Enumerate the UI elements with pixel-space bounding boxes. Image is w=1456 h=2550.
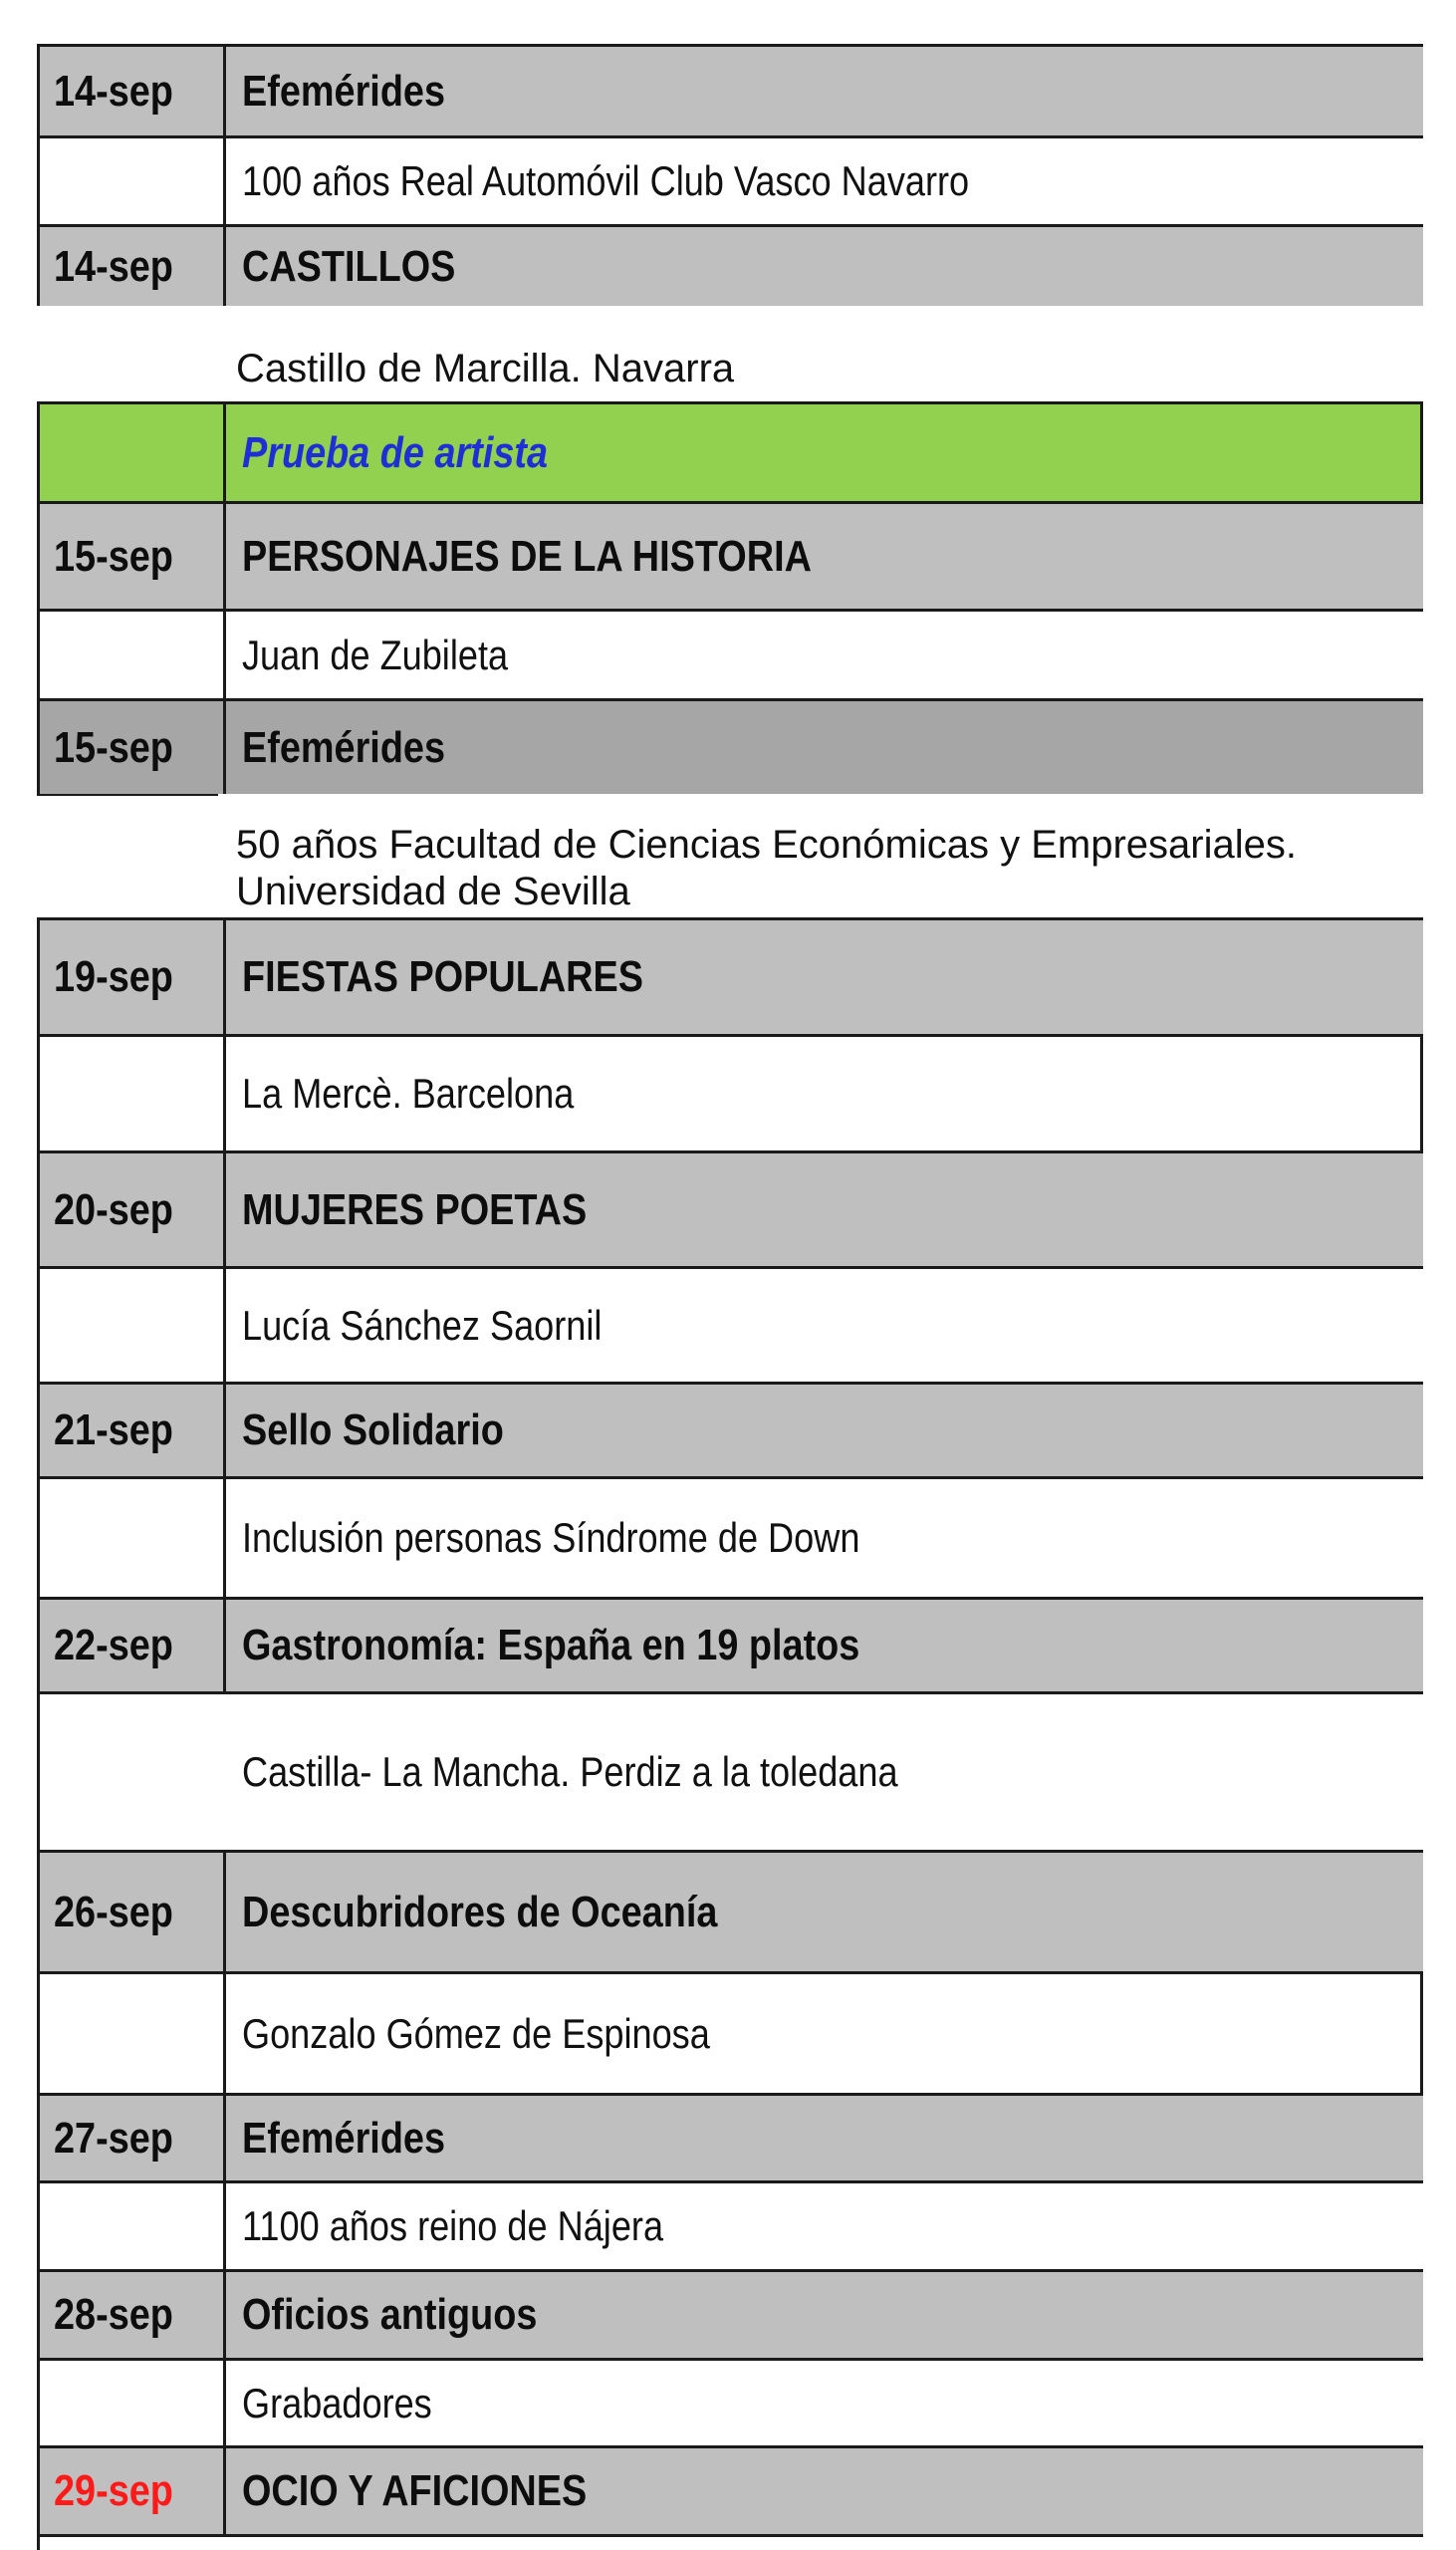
date-cell (40, 701, 223, 794)
table-row (37, 2269, 1423, 2358)
category-title: Sello Solidario (242, 1405, 504, 1454)
date-cell (40, 612, 223, 698)
table-row (37, 1034, 1423, 1150)
date-cell (40, 2183, 223, 2269)
date-cell (40, 1269, 223, 1382)
table-row (37, 135, 1423, 224)
table-row (37, 796, 1423, 917)
item-cell (220, 796, 1423, 917)
item-cell (223, 1037, 1420, 1150)
item-text: Inclusión personas Síndrome de Down (242, 1514, 860, 1561)
category-title: PERSONAJES DE LA HISTORIA (242, 531, 812, 581)
category-title: MUJERES POETAS (242, 1184, 588, 1234)
category-cell (223, 1853, 1423, 1971)
date-cell (40, 2361, 223, 2445)
table-row (37, 2093, 1423, 2180)
date-cell (40, 227, 223, 306)
category-title: Oficios antiguos (242, 2290, 538, 2339)
table-row (37, 1691, 1423, 1850)
table-row (37, 224, 1423, 306)
date-cell (40, 1600, 223, 1691)
date-cell (40, 138, 223, 224)
table-row (37, 401, 1423, 501)
date-cell (40, 47, 223, 135)
category-cell (223, 701, 1423, 794)
item-text: Gonzalo Gómez de Espinosa (242, 2009, 710, 2057)
table-row (37, 2445, 1423, 2534)
item-cell (223, 612, 1423, 698)
table-row (37, 44, 1423, 135)
note-cell (223, 404, 1420, 501)
item-text: Grabadores (242, 2379, 432, 2426)
item-cell (223, 1479, 1423, 1597)
item-text: Lucía Sánchez Saornil (242, 1301, 603, 1349)
table-row (37, 2358, 1423, 2445)
item-cell (223, 138, 1423, 224)
table-row (37, 1476, 1423, 1597)
date-label: 26-sep (54, 1887, 173, 1936)
date-label: 15-sep (54, 531, 173, 581)
category-cell (223, 1153, 1423, 1266)
date-cell (40, 1974, 223, 2093)
date-cell (40, 1037, 223, 1150)
date-label: 21-sep (54, 1405, 173, 1454)
date-label: 20-sep (54, 1184, 173, 1234)
item-cell (223, 2183, 1423, 2269)
category-cell (223, 1385, 1423, 1476)
item-cell (223, 1694, 1423, 1850)
date-label: 19-sep (54, 952, 173, 1001)
item-text-line-2: Universidad de Sevilla (236, 870, 630, 914)
date-label: 29-sep (54, 2466, 173, 2515)
table-row (37, 1382, 1423, 1476)
date-label: 15-sep (54, 722, 173, 772)
category-title: Efemérides (242, 66, 446, 116)
date-cell (40, 2272, 223, 2358)
table-row (37, 1266, 1423, 1382)
category-cell (223, 2272, 1423, 2358)
item-cell (223, 1974, 1420, 2093)
item-cell (223, 2361, 1423, 2445)
item-text: La Mercè. Barcelona (242, 1070, 575, 1117)
date-cell (40, 2096, 223, 2180)
date-label: 28-sep (54, 2290, 173, 2339)
category-title: FIESTAS POPULARES (242, 952, 643, 1001)
date-cell (40, 1853, 223, 1971)
item-cell (223, 1269, 1423, 1382)
date-cell (40, 1694, 223, 1850)
artist-proof-note: Prueba de artista (242, 427, 549, 477)
table-row (37, 1597, 1423, 1691)
date-label: 27-sep (54, 2113, 173, 2163)
table-row (37, 2534, 1423, 2550)
table-row (37, 306, 1423, 401)
category-cell (223, 227, 1423, 306)
date-label: 14-sep (54, 66, 173, 116)
table-row (37, 2180, 1423, 2269)
date-cell (40, 2448, 223, 2534)
table-row (37, 609, 1423, 698)
category-cell (223, 504, 1423, 609)
item-text: 1100 años reino de Nájera (242, 2202, 664, 2249)
item-cell (220, 306, 1423, 401)
table-row (37, 1850, 1423, 1971)
date-cell (40, 504, 223, 609)
date-cell (40, 1479, 223, 1597)
date-label: 22-sep (54, 1621, 173, 1669)
table-row (37, 501, 1423, 609)
category-cell (223, 2096, 1423, 2180)
table-row (37, 1971, 1423, 2093)
category-title: Efemérides (242, 722, 446, 772)
item-text: Castilla- La Mancha. Perdiz a la toledana (242, 1748, 898, 1795)
category-cell (223, 47, 1423, 135)
item-text-line-1: 50 años Facultad de Ciencias Económicas y Empresariales. (236, 823, 1297, 867)
table-row (37, 917, 1423, 1034)
category-title: OCIO Y AFICIONES (242, 2466, 588, 2515)
category-title: Descubridores de Oceanía (242, 1887, 718, 1936)
item-text: Juan de Zubileta (242, 631, 509, 678)
category-title: Gastronomía: España en 19 platos (242, 1621, 860, 1669)
date-label: 14-sep (54, 241, 173, 291)
item-text: 100 años Real Automóvil Club Vasco Navarro (242, 157, 970, 204)
date-cell (40, 920, 223, 1034)
table-row (37, 698, 1423, 794)
category-cell (223, 2448, 1423, 2534)
table-row (37, 1150, 1423, 1266)
date-cell (40, 1153, 223, 1266)
date-cell (40, 1385, 223, 1476)
category-title: Efemérides (242, 2113, 446, 2163)
date-cell (40, 404, 223, 501)
category-cell (223, 1600, 1423, 1691)
item-text: Castillo de Marcilla. Navarra (236, 347, 735, 390)
category-cell (223, 920, 1423, 1034)
category-title: CASTILLOS (242, 241, 456, 291)
